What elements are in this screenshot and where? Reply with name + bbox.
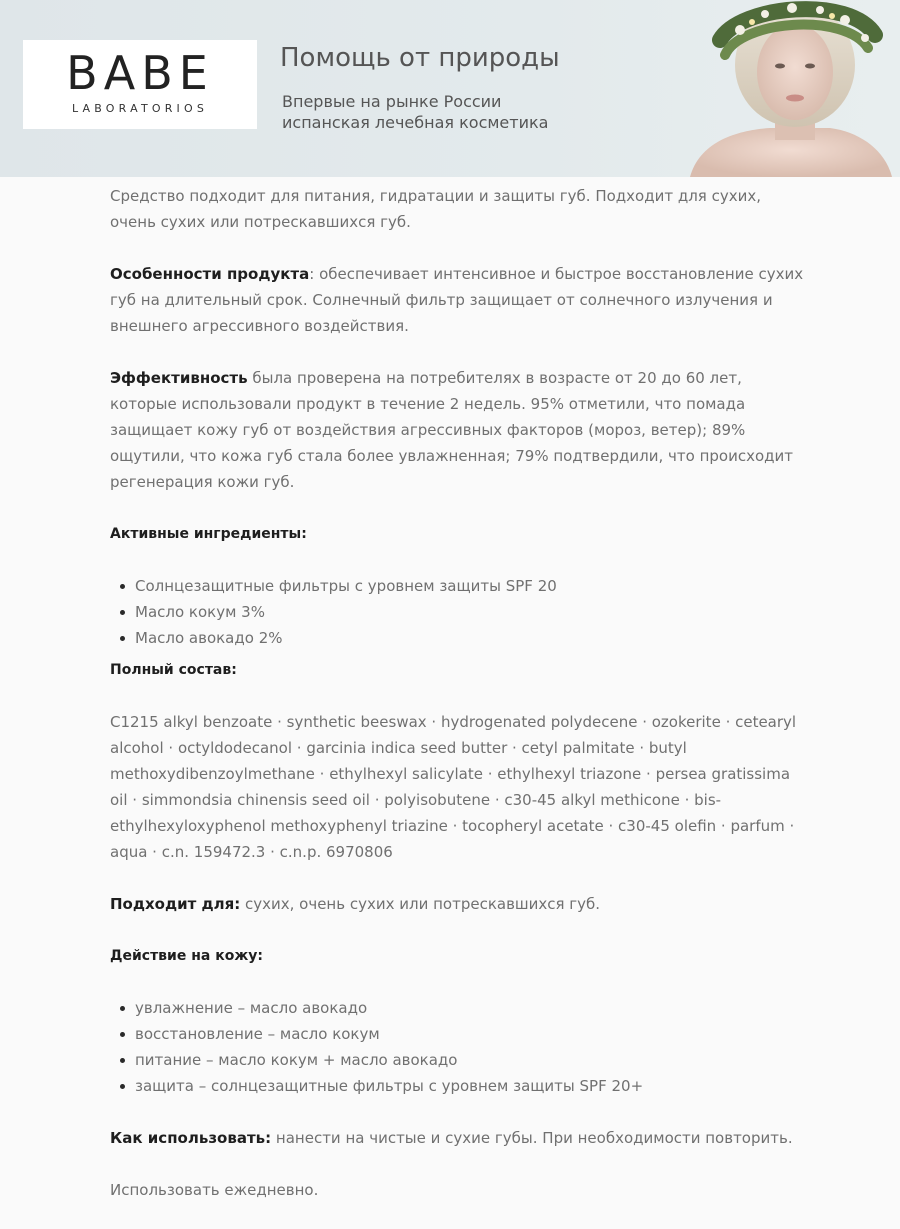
list-item: Масло кокум 3% bbox=[135, 599, 810, 625]
efficiency-label: Эффективность bbox=[110, 369, 248, 387]
list-item: Солнцезащитные фильтры с уровнем защиты SPF 20 bbox=[135, 573, 810, 599]
suitable-paragraph bbox=[110, 891, 810, 917]
header-title: Помощь от природы bbox=[280, 43, 560, 73]
usage-paragraph bbox=[110, 1125, 810, 1151]
features-text: : обеспечивает интенсивное и быстрое восстановление сухих губ на длительный срок. Солнечный фильтр защищает от солнечного излучения и внешнего агрессивного воздействия. bbox=[110, 265, 804, 335]
suitable-label: Подходит для: bbox=[110, 895, 241, 913]
daily-usage-text: Использовать ежедневно. bbox=[110, 1181, 319, 1199]
intro-paragraph: Средство подходит для питания, гидратации и защиты губ. Подходит для сухих, очень сухих или потрескавшихся губ. bbox=[110, 187, 761, 231]
suitable-text: сухих, очень сухих или потрескавшихся губ. bbox=[240, 895, 601, 913]
list-item: увлажнение – масло авокадо bbox=[135, 995, 810, 1021]
usage-text: нанести на чистые и сухие губы. При необходимости повторить. bbox=[271, 1129, 793, 1147]
list-item: восстановление – масло кокум bbox=[135, 1021, 810, 1047]
features-paragraph bbox=[110, 261, 810, 339]
header-subtitle-line1: Впервые на рынке России bbox=[282, 92, 502, 111]
logo-wordmark: BABE bbox=[66, 46, 214, 100]
skin-action-title: Действие на кожу: bbox=[110, 948, 263, 964]
efficiency-paragraph bbox=[110, 365, 810, 495]
model-portrait-image bbox=[680, 0, 900, 177]
skin-action-list bbox=[110, 995, 810, 1099]
efficiency-text: была проверена на потребителях в возрасте от 20 до 60 лет, которые использовали продукт в течение 2 недель. 95% отметили, что помада защищает кожу губ от воздействия агрессивных факторов (мороз, ветер); 89% ощутили, что кожа губ стала более увлажненная; 79% подтвердили, что происходит регенерация кожи губ. bbox=[110, 369, 793, 491]
brand-logo bbox=[23, 40, 257, 129]
features-label: Особенности продукта bbox=[110, 265, 310, 283]
usage-label: Как использовать: bbox=[110, 1129, 272, 1147]
header-banner bbox=[0, 0, 900, 177]
active-ingredients-list bbox=[110, 573, 810, 651]
composition-title: Полный состав: bbox=[110, 662, 237, 678]
logo-subtitle: LABORATORIOS bbox=[71, 102, 209, 115]
list-item: Масло авокадо 2% bbox=[135, 625, 810, 651]
header-subtitle-line2: испанская лечебная косметика bbox=[282, 113, 549, 132]
list-item: защита – солнцезащитные фильтры с уровнем защиты SPF 20+ bbox=[135, 1073, 810, 1099]
header-subtitle bbox=[282, 91, 548, 133]
active-ingredients-title: Активные ингредиенты: bbox=[110, 526, 307, 542]
composition-text: C1215 alkyl benzoate · synthetic beeswax · hydrogenated polydecene · ozokerite · cetearyl alcohol · octyldodecanol · garcinia indica seed butter · cetyl palmitate · butyl methoxydibenzoylmethane · ethylhexyl salicylate · ethylhexyl triazone · persea gratissima oil · simmondsia chinensis seed oil · polyisobutene · c30-45 alkyl methicone · bis-ethylhexyloxyphenol methoxyphenyl triazine · tocopheryl acetate · c30-45 olefin · parfum · aqua · c.n. 159472.3 · c.n.p. 6970806 bbox=[110, 713, 797, 861]
product-description bbox=[110, 183, 810, 1229]
list-item: питание – масло кокум + масло авокадо bbox=[135, 1047, 810, 1073]
